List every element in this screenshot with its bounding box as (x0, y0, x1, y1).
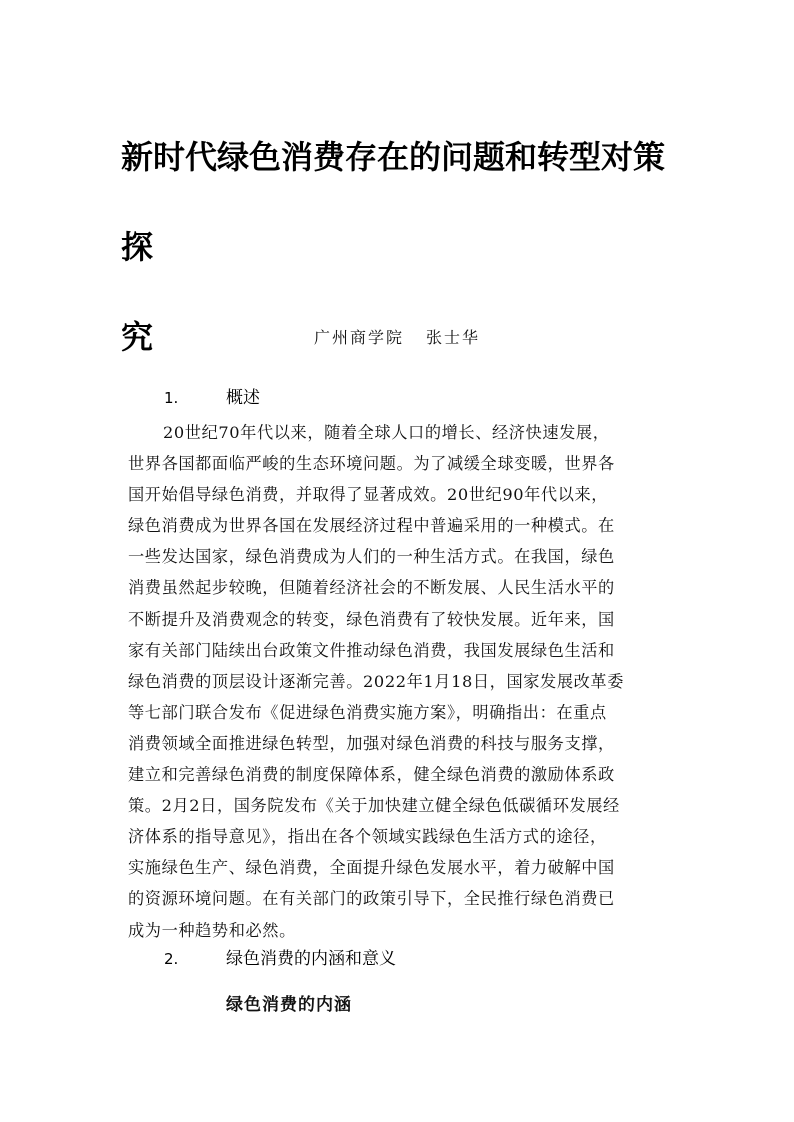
title-line: 究 (121, 318, 154, 356)
paragraph-line: 绿色消费成为世界各国在发展经济过程中普遍采用的一种模式。在 (128, 516, 615, 536)
subsection-heading: 绿色消费的内涵 (226, 995, 352, 1015)
paragraph-line: 消费领域全面推进绿色转型，加强对绿色消费的科技与服务支撑， (128, 733, 615, 753)
section-1-paragraph (128, 417, 674, 946)
section-heading-1 (164, 386, 260, 410)
section-number: 1. (164, 389, 179, 407)
paragraph-line: 20世纪70年代以来，随着全球人口的增长、经济快速发展， (163, 423, 610, 442)
author-affiliation: 广州商学院 (313, 328, 404, 347)
title-line: 新时代绿色消费存在的问题和转型对策探 (121, 138, 666, 266)
paragraph-line: 实施绿色生产、绿色消费，全面提升绿色发展水平，着力破解中国 (128, 858, 615, 878)
section-heading-2 (164, 947, 396, 971)
section-title: 概述 (226, 388, 260, 408)
paragraph-line: 一些发达国家，绿色消费成为人们的一种生活方式。在我国，绿色 (128, 547, 615, 567)
paragraph-line: 世界各国都面临严峻的生态环境问题。为了减缓全球变暖，世界各 (128, 454, 615, 474)
paragraph-line: 的资源环境问题。在有关部门的政策引导下，全民推行绿色消费已 (128, 889, 615, 909)
paragraph-line: 消费虽然起步较晚，但随着经济社会的不断发展、人民生活水平的 (128, 578, 615, 598)
paragraph-line: 家有关部门陆续出台政策文件推动绿色消费，我国发展绿色生活和 (128, 640, 615, 660)
paragraph-line: 建立和完善绿色消费的制度保障体系，健全绿色消费的激励体系政 (128, 765, 615, 785)
author-byline (0, 325, 794, 348)
author-name: 张士华 (426, 328, 481, 347)
paragraph-line: 不断提升及消费观念的转变，绿色消费有了较快发展。近年来，国 (128, 609, 615, 629)
paragraph-line: 绿色消费的顶层设计逐渐完善。2022年1月18日，国家发展改革委 (128, 671, 624, 691)
paragraph-line: 国开始倡导绿色消费，并取得了显著成效。20世纪90年代以来， (128, 485, 609, 505)
paragraph-line: 等七部门联合发布《促进绿色消费实施方案》，明确指出：在重点 (128, 702, 607, 722)
paragraph-line: 策。2月2日，国务院发布《关于加快建立健全绿色低碳循环发展经 (128, 796, 620, 816)
paragraph-line: 济体系的指导意见》，指出在各个领域实践绿色生活方式的途径， (128, 827, 607, 847)
section-title: 绿色消费的内涵和意义 (226, 949, 396, 969)
paragraph-line: 成为一种趋势和必然。 (128, 920, 296, 940)
section-number: 2. (164, 950, 179, 968)
